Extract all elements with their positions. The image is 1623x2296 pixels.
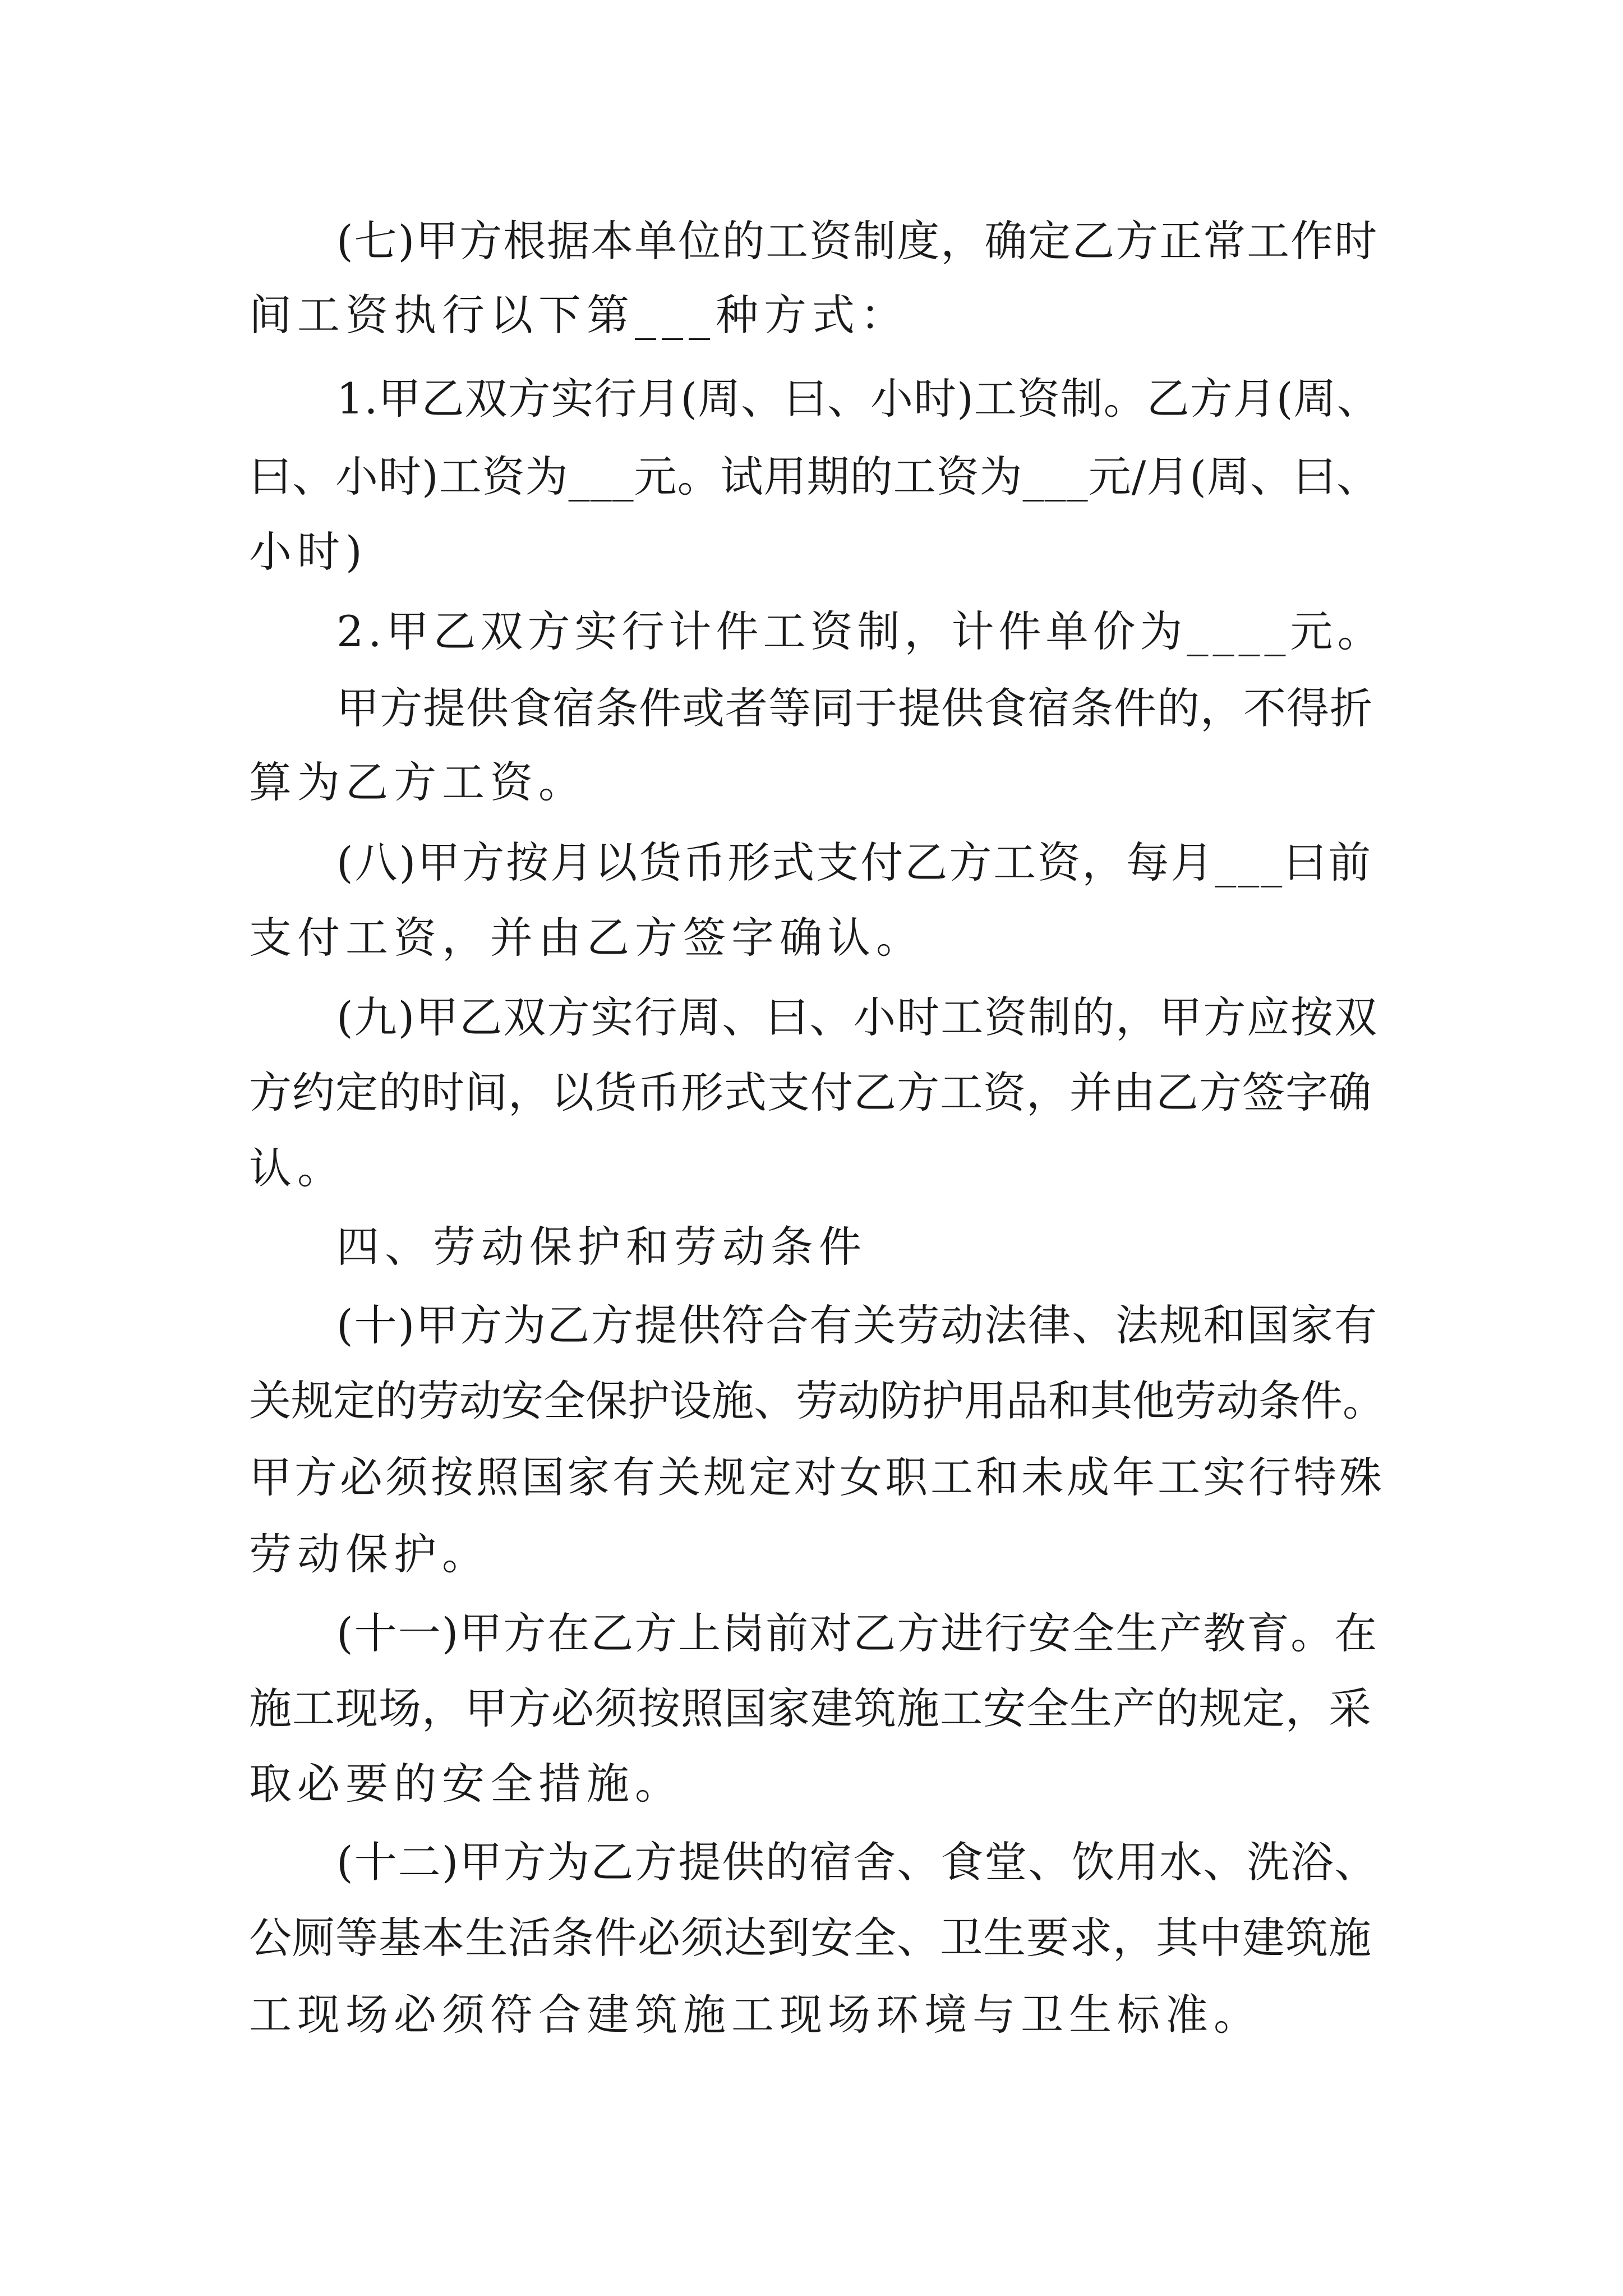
text-line: (十一)甲方在乙方上岗前对乙方进行安全生产教育。在 (336, 1608, 1378, 1658)
text-line: 工现场必须符合建筑施工现场环境与卫生标准。 (249, 1990, 1262, 2040)
text-line: (十)甲方为乙方提供符合有关劳动法律、法规和国家有 (336, 1300, 1378, 1350)
text-line: 支付工资，并由乙方签字确认。 (249, 913, 924, 963)
section-heading: 四、劳动保护和劳动条件 (336, 1222, 867, 1272)
text-line: 1.甲乙双方实行月(周、曰、小时)工资制。乙方月(周、 (336, 374, 1380, 424)
text-line: 甲方提供食宿条件或者等同于提供食宿条件的，不得折 (336, 683, 1373, 733)
text-line: 方约定的时间，以货币形式支付乙方工资，并由乙方签字确 (249, 1068, 1372, 1117)
text-line: (九)甲乙双方实行周、曰、小时工资制的，甲方应按双 (336, 992, 1378, 1042)
text-line: (八)甲方按月以货币形式支付乙方工资，每月___曰前 (336, 838, 1373, 887)
text-line: 施工现场，甲方必须按照国家建筑施工安全生产的规定，采 (249, 1683, 1372, 1733)
text-line: 小时) (249, 527, 368, 577)
text-line: (十二)甲方为乙方提供的宿舍、食堂、饮用水、洗浴、 (336, 1837, 1378, 1887)
text-line: 甲方必须按照国家有关规定对女职工和未成年工实行特殊 (249, 1452, 1385, 1502)
text-line: 间工资执行以下第___种方式： (249, 290, 909, 340)
text-line: 曰、小时)工资为___元。试用期的工资为___元/月(周、曰、 (249, 452, 1380, 501)
text-line: 取必要的安全措施。 (249, 1759, 683, 1809)
text-line: 劳动保护。 (249, 1529, 490, 1579)
text-line: 2.甲乙双方实行计件工资制，计件单价为____元。 (336, 606, 1385, 656)
text-line: 公厕等基本生活条件必须达到安全、卫生要求，其中建筑施 (249, 1913, 1372, 1963)
text-line: 关规定的劳动安全保护设施、劳动防护用品和其他劳动条件。 (249, 1376, 1385, 1425)
text-line: 算为乙方工资。 (249, 757, 587, 807)
text-line: 认。 (249, 1143, 345, 1193)
text-line: (七)甲方根据本单位的工资制度，确定乙方正常工作时 (336, 216, 1378, 266)
